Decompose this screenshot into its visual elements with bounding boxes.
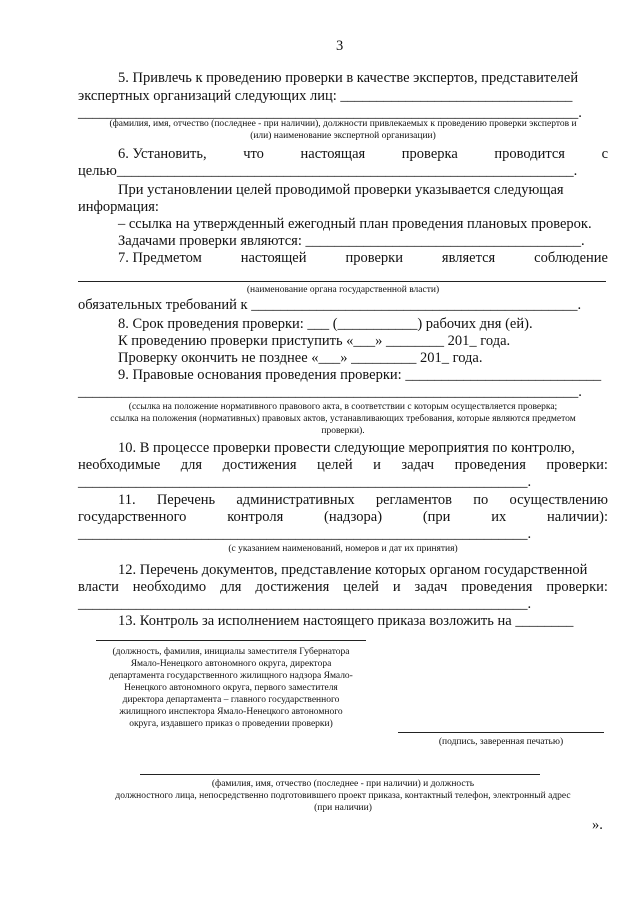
p13-note-line: жилищного инспектора Ямало-Ненецкого автономного [119, 707, 343, 717]
p7-word: соблюдение [534, 250, 608, 266]
p11-word: административных [236, 492, 355, 508]
p13-note-line: Ненецкого автономного округа, первого заместителя [124, 683, 338, 693]
p11-line2 [78, 509, 608, 526]
p11-word: их [491, 509, 507, 525]
p6-word: проводится [494, 146, 565, 162]
p11-word: (надзора) [324, 509, 383, 525]
p10-word: для [180, 457, 203, 473]
p10-word: достижения [222, 457, 297, 473]
p11-word: Перечень [156, 492, 216, 508]
p9-line1: 9. Правовые основания проведения проверки: ___________________________ [118, 367, 602, 383]
p7-word: проверки [345, 250, 403, 266]
p12-word: проверки: [546, 579, 608, 595]
p8-line1: 8. Срок проведения проверки: ___ (___________) рабочих дня (ей). [118, 316, 533, 332]
p6-line1 [118, 146, 608, 163]
p12-word: необходимо [132, 579, 207, 595]
p6-word: настоящая [300, 146, 366, 162]
p10-word: проверки: [546, 457, 608, 473]
p9-line2: _____________________________________________________________________. [78, 384, 582, 400]
p12-word: достижения [255, 579, 330, 595]
p9-note1: (ссылка на положение нормативного правового акта, в соответствии с которым осуществляется проверка; [128, 402, 558, 412]
p11-word: регламентов [375, 492, 453, 508]
p9-note2: ссылка на положения (нормативных) правовых актов, устанавливающих требования, которые являются предметом [110, 414, 576, 424]
p6-bullet: – ссылка на утвержденный ежегодный план проведения плановых проверок. [118, 216, 592, 232]
p5-line2: экспертных организаций следующих лиц: ________________________________ [78, 88, 573, 104]
footer-note3: (при наличии) [314, 803, 372, 813]
p7-word: 7. Предметом [118, 250, 202, 266]
p6-word: 6. Установить, [118, 146, 207, 162]
p6-word: с [601, 146, 608, 162]
p13-note-line: директора департамента – главного государственного [122, 695, 340, 705]
p7-note: (наименование органа государственной власти) [246, 285, 440, 295]
p11-word: по [473, 492, 489, 508]
p11-word: (при [422, 509, 451, 525]
p5-line1: 5. Привлечь к проведению проверки в качестве экспертов, представителей [118, 70, 579, 86]
p10-word: целей [317, 457, 353, 473]
p12-word: проведения [461, 579, 533, 595]
p6-tasks: Задачами проверки являются: ______________________________________. [118, 233, 585, 249]
p11-note: (с указанием наименований, номеров и дат их принятия) [228, 544, 458, 554]
p10-line2 [78, 457, 608, 474]
page-number: 3 [336, 38, 344, 54]
p13-note-line: округа, издавшего приказ о проведении проверки) [129, 719, 333, 729]
p9-note3: проверки). [321, 426, 365, 436]
p6-para1: При установлении целей проводимой проверки указывается следующая [118, 182, 564, 198]
p6-word: проверка [401, 146, 458, 162]
p11-line1 [118, 492, 608, 509]
p5-note1: (фамилия, имя, отчество (последнее - при наличии), должности привлекаемых к проведению проверки экспертов и [109, 119, 577, 129]
signature-note: (подпись, заверенная печатью) [438, 737, 564, 747]
footer-note1: (фамилия, имя, отчество (последнее - при наличии) и должность [211, 779, 475, 789]
p7-word: настоящей [240, 250, 307, 266]
p11-word: осуществлению [509, 492, 608, 508]
p12-word: целей [343, 579, 379, 595]
p13-blank-line [96, 640, 366, 641]
p12-line3: ______________________________________________________________. [78, 596, 532, 612]
p10-word: и [373, 457, 381, 473]
footer-blank-line [140, 774, 540, 775]
p6-line2: целью_______________________________________________________________. [78, 163, 578, 179]
p7-word: является [441, 250, 496, 266]
p11-line3: ______________________________________________________________. [78, 526, 532, 542]
p12-line1: 12. Перечень документов, представление которых органом государственной [118, 562, 588, 578]
footer-note2: должностного лица, непосредственно подготовившего проект приказа, контактный телефон, электронный адрес [115, 791, 571, 801]
p10-word: задач [401, 457, 435, 473]
p10-line1: 10. В процессе проверки провести следующие мероприятия по контролю, [118, 440, 575, 456]
p12-word: власти [78, 579, 119, 595]
p5-note2: (или) наименование экспертной организации) [250, 131, 436, 141]
p12-word: для [220, 579, 242, 595]
p5-line3: _____________________________________________________________________. [78, 105, 582, 121]
p12-word: задач [414, 579, 448, 595]
signature-line [398, 732, 604, 733]
p8-line2: К проведению проверки приступить «___» ________ 201_ года. [118, 333, 511, 349]
p8-line3: Проверку окончить не позднее «___» _________ 201_ года. [118, 350, 483, 366]
p6-word: что [243, 146, 264, 162]
p7-line1 [118, 250, 608, 267]
p13-line1: 13. Контроль за исполнением настоящего приказа возложить на ________ [118, 613, 574, 629]
p11-word: 11. [118, 492, 136, 508]
p13-note-line: Ямало-Ненецкого автономного округа, директора [130, 659, 332, 669]
p11-word: наличии): [547, 509, 608, 525]
p11-word: государственного [78, 509, 187, 525]
p6-para2: информация: [78, 199, 159, 215]
p10-word: необходимые [78, 457, 161, 473]
p7-blank-line [78, 281, 606, 282]
p13-note-line: департамента государственного жилищного надзора Ямало- [109, 671, 353, 681]
p12-word: и [392, 579, 401, 595]
p7-line3: обязательных требований к _____________________________________________. [78, 297, 582, 313]
p11-word: контроля [227, 509, 284, 525]
p13-note-line: (должность, фамилия, инициалы заместителя Губернатора [112, 647, 350, 657]
p10-line3: ______________________________________________________________. [78, 474, 532, 490]
p10-word: проведения [454, 457, 526, 473]
p12-line2 [78, 579, 608, 596]
closing-quote: ». [592, 817, 603, 833]
